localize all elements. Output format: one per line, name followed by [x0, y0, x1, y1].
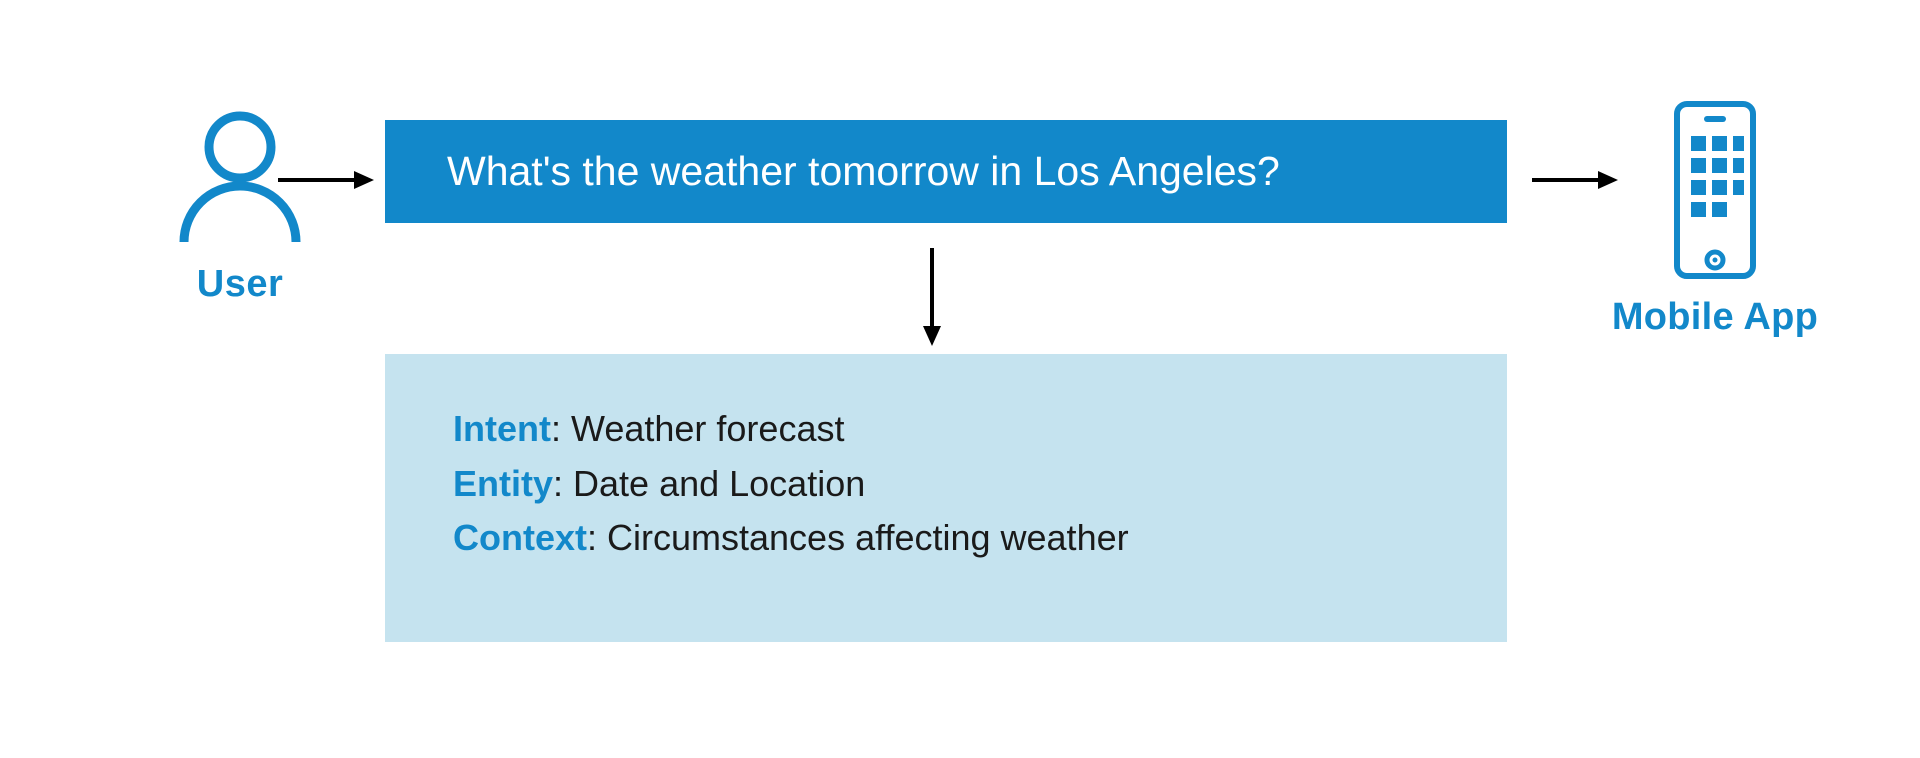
analysis-row [453, 457, 1507, 512]
analysis-box [385, 354, 1507, 642]
mobile-app-label: Mobile App [1611, 296, 1819, 338]
analysis-separator-entity: : [553, 462, 574, 504]
arrow-utterance-to-analysis [920, 248, 944, 348]
analysis-key-intent: Intent [453, 408, 551, 449]
analysis-value-context: Circumstances affecting weather [607, 517, 1129, 559]
analysis-separator-context: : [587, 517, 608, 559]
analysis-row [453, 511, 1507, 566]
analysis-key-context: Context [453, 517, 587, 559]
user-label: User [196, 263, 284, 305]
analysis-row [453, 402, 1507, 457]
user-node [120, 110, 360, 306]
analysis-key-entity: Entity [453, 462, 554, 504]
utterance-text: What's the weather tomorrow in Los Angeles? [447, 148, 1280, 194]
analysis-value-entity: Date and Location [573, 462, 866, 504]
utterance-box [385, 120, 1507, 223]
analysis-separator-intent: : [550, 408, 571, 449]
analysis-value-intent: Weather forecast [571, 408, 845, 449]
mobile-phone-icon [1660, 100, 1770, 280]
arrow-user-to-utterance [276, 168, 376, 192]
mobile-app-node [1570, 100, 1860, 339]
